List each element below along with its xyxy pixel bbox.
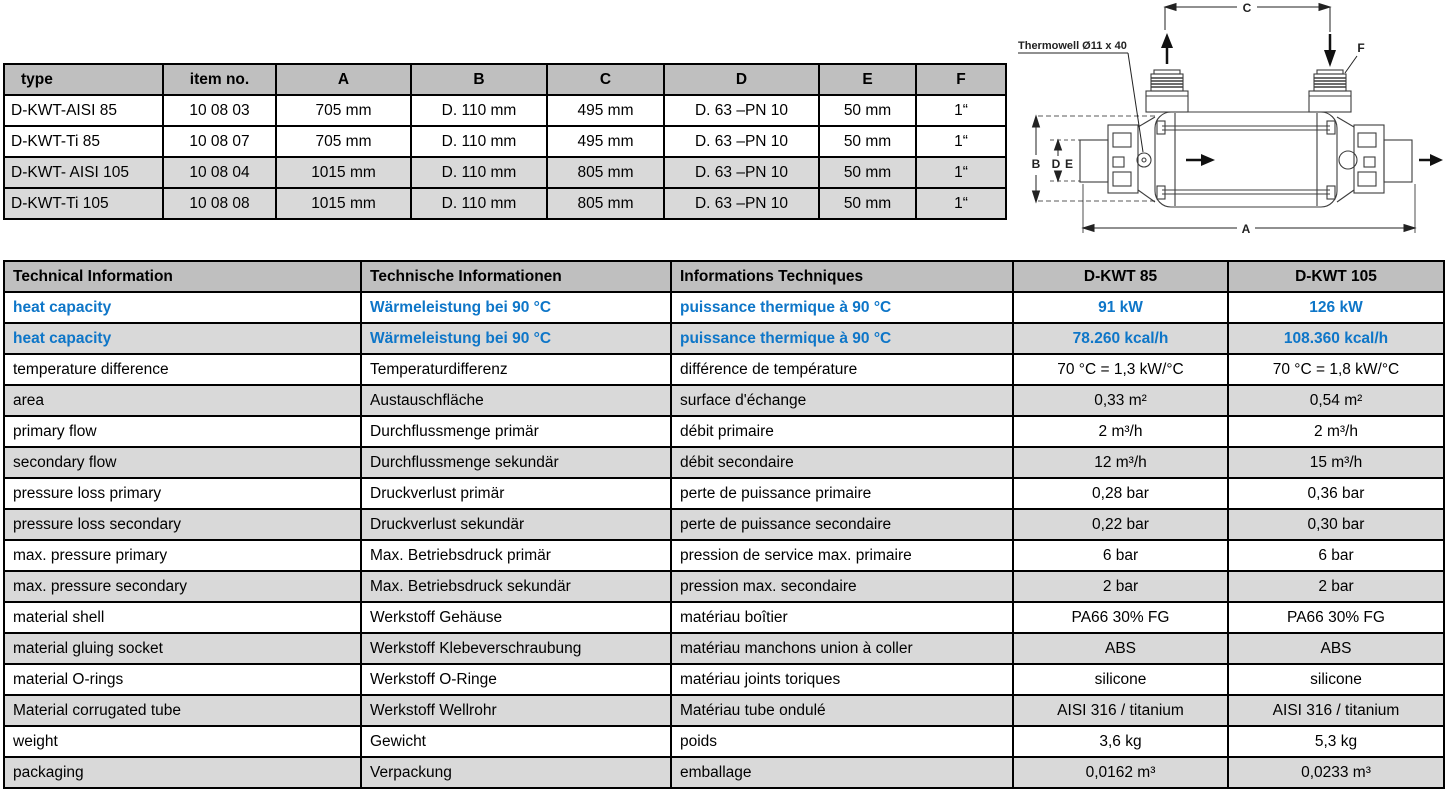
product-dimensions-table [3,63,1007,220]
table-cell: pression de service max. primaire [671,540,1013,571]
table-cell: 50 mm [819,157,916,188]
column-header: A [276,64,411,95]
header-row [4,64,1006,95]
table-cell: Austauschfläche [361,385,671,416]
table-cell: 2 m³/h [1228,416,1444,447]
table-cell: 1“ [916,126,1006,157]
table-row [4,664,1444,695]
left-port-cap [1154,70,1180,74]
table-cell: AISI 316 / titanium [1013,695,1228,726]
table-cell: material shell [4,602,361,633]
table-row [4,323,1444,354]
column-header: D-KWT 105 [1228,261,1444,292]
table-cell: 91 kW [1013,292,1228,323]
table-row [4,695,1444,726]
heat-exchanger-drawing [1005,0,1445,245]
column-header: C [547,64,664,95]
dim-label-d: D [1051,157,1061,171]
table-cell: Durchflussmenge sekundär [361,447,671,478]
table-cell: D-KWT-Ti 85 [4,126,163,157]
table-row [4,726,1444,757]
table-cell: 1“ [916,95,1006,126]
table-cell: D-KWT-Ti 105 [4,188,163,219]
table-row [4,602,1444,633]
table-cell: 0,0233 m³ [1228,757,1444,788]
table-cell: débit primaire [671,416,1013,447]
column-header: Informations Techniques [671,261,1013,292]
table-cell: matériau boîtier [671,602,1013,633]
table-cell: Gewicht [361,726,671,757]
table-cell: 6 bar [1228,540,1444,571]
table-cell: 0,36 bar [1228,478,1444,509]
table-cell: D. 63 –PN 10 [664,95,819,126]
column-header: F [916,64,1006,95]
table-cell: ABS [1013,633,1228,664]
table-cell: 6 bar [1013,540,1228,571]
table-row [4,292,1444,323]
table-cell: Druckverlust primär [361,478,671,509]
table-cell: Verpackung [361,757,671,788]
table-cell: material gluing socket [4,633,361,664]
table-cell: différence de température [671,354,1013,385]
table-cell: 705 mm [276,126,411,157]
column-header: E [819,64,916,95]
table-cell: Durchflussmenge primär [361,416,671,447]
table-row [4,509,1444,540]
technical-info-table [3,260,1445,789]
table-cell: 5,3 kg [1228,726,1444,757]
table-cell: 10 08 08 [163,188,276,219]
table-cell: D. 110 mm [411,157,547,188]
table-cell: 10 08 03 [163,95,276,126]
table-cell: silicone [1228,664,1444,695]
table-cell: 2 bar [1228,571,1444,602]
table-cell: 1015 mm [276,188,411,219]
table-cell: D. 110 mm [411,95,547,126]
table-cell: 0,28 bar [1013,478,1228,509]
table-cell: emballage [671,757,1013,788]
right-port-cap [1317,70,1343,74]
header-row [4,261,1444,292]
table-cell: 495 mm [547,126,664,157]
table-cell: 495 mm [547,95,664,126]
table-cell: pressure loss secondary [4,509,361,540]
table-row [4,385,1444,416]
table-row [4,188,1006,219]
table-cell: Druckverlust sekundär [361,509,671,540]
table-cell: 2 bar [1013,571,1228,602]
table-cell: 70 °C = 1,8 kW/°C [1228,354,1444,385]
column-header: type [4,64,163,95]
column-header: B [411,64,547,95]
table-row [4,354,1444,385]
table-cell: Max. Betriebsdruck primär [361,540,671,571]
table-cell: 0,30 bar [1228,509,1444,540]
table-cell: 108.360 kcal/h [1228,323,1444,354]
table-cell: max. pressure secondary [4,571,361,602]
table-cell: PA66 30% FG [1013,602,1228,633]
table-cell: 3,6 kg [1013,726,1228,757]
table-row [4,757,1444,788]
table-cell: Werkstoff O-Ringe [361,664,671,695]
table-cell: 0,0162 m³ [1013,757,1228,788]
table-cell: 126 kW [1228,292,1444,323]
table-cell: 15 m³/h [1228,447,1444,478]
table-cell: 50 mm [819,95,916,126]
table-row [4,447,1444,478]
table-cell: 805 mm [547,157,664,188]
table-cell: 0,33 m² [1013,385,1228,416]
table-cell: D. 110 mm [411,126,547,157]
left-pipe [1080,140,1108,182]
thermowell-boss [1137,153,1151,167]
table-cell: Wärmeleistung bei 90 °C [361,292,671,323]
table-cell: matériau joints toriques [671,664,1013,695]
table-cell: PA66 30% FG [1228,602,1444,633]
table-cell: 78.260 kcal/h [1013,323,1228,354]
table-row [4,416,1444,447]
right-pipe [1384,140,1412,182]
table-cell: matériau manchons union à coller [671,633,1013,664]
table-cell: 70 °C = 1,3 kW/°C [1013,354,1228,385]
table-cell: 805 mm [547,188,664,219]
table-cell: material O-rings [4,664,361,695]
table-cell: 12 m³/h [1013,447,1228,478]
table-cell: surface d'échange [671,385,1013,416]
table-cell: secondary flow [4,447,361,478]
table-cell: Max. Betriebsdruck sekundär [361,571,671,602]
table-cell: Werkstoff Wellrohr [361,695,671,726]
table-cell: 10 08 07 [163,126,276,157]
table-cell: D-KWT- AISI 105 [4,157,163,188]
dim-label-a: A [1241,222,1251,236]
table-row [4,571,1444,602]
heat-exchanger-diagram [1005,0,1445,245]
table-cell: heat capacity [4,292,361,323]
table-cell: silicone [1013,664,1228,695]
table-cell: D. 63 –PN 10 [664,126,819,157]
dim-label-f: F [1357,41,1365,55]
dim-label-e: E [1064,157,1074,171]
table-cell: primary flow [4,416,361,447]
table-cell: Temperaturdifferenz [361,354,671,385]
table-cell: Werkstoff Klebeverschraubung [361,633,671,664]
table-cell: 705 mm [276,95,411,126]
column-header: item no. [163,64,276,95]
table-cell: pression max. secondaire [671,571,1013,602]
table-cell: D. 110 mm [411,188,547,219]
table-cell: perte de puissance secondaire [671,509,1013,540]
column-header: Technical Information [4,261,361,292]
table-cell: poids [671,726,1013,757]
table-cell: Material corrugated tube [4,695,361,726]
table-cell: Werkstoff Gehäuse [361,602,671,633]
table-cell: 1“ [916,188,1006,219]
table-cell: temperature difference [4,354,361,385]
table-row [4,157,1006,188]
table-cell: puissance thermique à 90 °C [671,292,1013,323]
table-cell: 50 mm [819,126,916,157]
table-cell: AISI 316 / titanium [1228,695,1444,726]
column-header: D [664,64,819,95]
table-cell: débit secondaire [671,447,1013,478]
table-cell: area [4,385,361,416]
table-row [4,478,1444,509]
dim-label-b: B [1031,157,1041,171]
thermowell-label: Thermowell Ø11 x 40 [1018,40,1127,52]
table-cell: max. pressure primary [4,540,361,571]
table-cell: 2 m³/h [1013,416,1228,447]
table-cell: ABS [1228,633,1444,664]
table-cell: weight [4,726,361,757]
table-cell: 1“ [916,157,1006,188]
table-row [4,95,1006,126]
table-cell: heat capacity [4,323,361,354]
table-cell: D. 63 –PN 10 [664,157,819,188]
table-cell: pressure loss primary [4,478,361,509]
column-header: Technische Informationen [361,261,671,292]
table-cell: perte de puissance primaire [671,478,1013,509]
table-cell: Wärmeleistung bei 90 °C [361,323,671,354]
table-row [4,126,1006,157]
table-cell: 10 08 04 [163,157,276,188]
column-header: D-KWT 85 [1013,261,1228,292]
table-row [4,540,1444,571]
table-cell: 50 mm [819,188,916,219]
table-cell: D-KWT-AISI 85 [4,95,163,126]
table-cell: packaging [4,757,361,788]
table-cell: 1015 mm [276,157,411,188]
table-cell: 0,22 bar [1013,509,1228,540]
table-cell: Matériau tube ondulé [671,695,1013,726]
table-cell: puissance thermique à 90 °C [671,323,1013,354]
table-cell: 0,54 m² [1228,385,1444,416]
dim-label-c: C [1242,1,1252,15]
table-row [4,633,1444,664]
table-cell: D. 63 –PN 10 [664,188,819,219]
